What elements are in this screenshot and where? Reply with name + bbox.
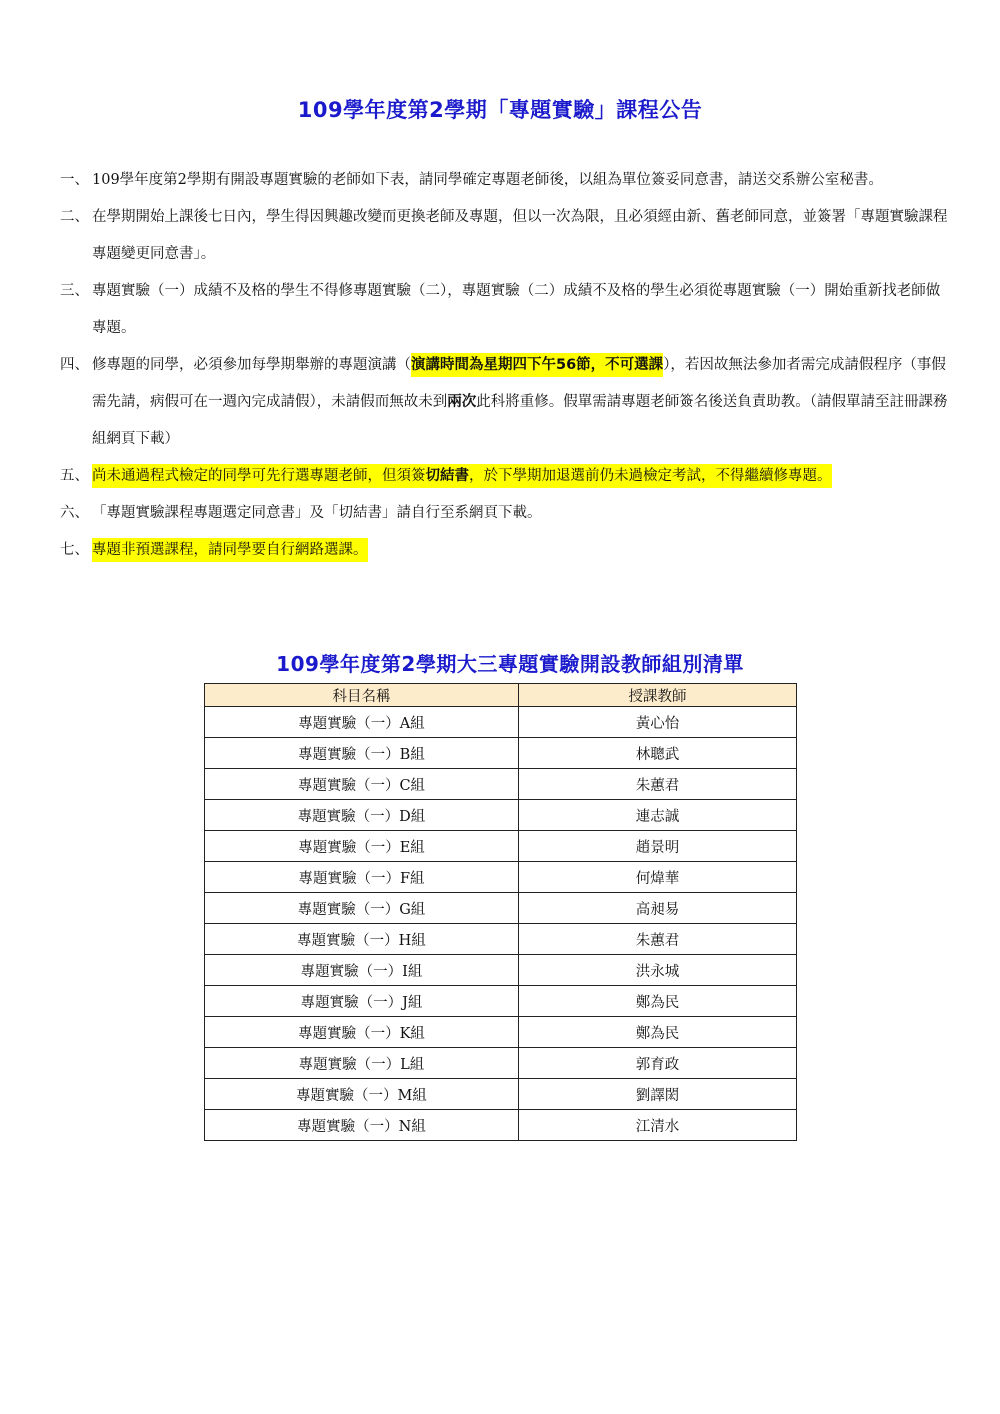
table-row: [205, 1079, 797, 1110]
emphasis-text: 兩次: [447, 394, 477, 410]
item-text: 在學期開始上課後七日內，學生得因興趣改變而更換老師及專題，但以一次為限，且必須經由新、舊老師同意，並簽署「專題實驗課程專題變更同意書」。: [92, 209, 948, 262]
item-number: 一、: [60, 172, 89, 188]
column-header-subject: 科目名稱: [205, 684, 519, 707]
subject-cell: 專題實驗（一）G組: [205, 893, 519, 924]
column-header-teacher: 授課教師: [519, 684, 797, 707]
subject-cell: 專題實驗（一）D組: [205, 800, 519, 831]
item-number: 四、: [60, 357, 89, 373]
teacher-cell: 劉譯閎: [519, 1079, 797, 1110]
teacher-cell: 朱蕙君: [519, 924, 797, 955]
teacher-cell: 林聰武: [519, 738, 797, 769]
subject-cell: 專題實驗（一）N組: [205, 1110, 519, 1141]
subject-cell: 專題實驗（一）F組: [205, 862, 519, 893]
table-row: [205, 924, 797, 955]
item-text: 修專題的同學，必須參加每學期舉辦的專題演講（: [92, 357, 411, 373]
table-row: [205, 1110, 797, 1141]
teacher-cell: 鄭為民: [519, 986, 797, 1017]
subject-cell: 專題實驗（一）E組: [205, 831, 519, 862]
table-row: [205, 955, 797, 986]
teacher-cell: 趙景明: [519, 831, 797, 862]
subject-cell: 專題實驗（一）I組: [205, 955, 519, 986]
teacher-group-table: [204, 683, 797, 1141]
table-row: [205, 769, 797, 800]
item-text: 「專題實驗課程專題選定同意書」及「切結書」請自行至系網頁下載。: [92, 505, 542, 521]
subject-cell: 專題實驗（一）J組: [205, 986, 519, 1017]
highlighted-text: 尚未通過程式檢定的同學可先行選專題老師，但須簽: [92, 464, 426, 488]
announcement-item: [60, 347, 950, 458]
teacher-cell: 高昶易: [519, 893, 797, 924]
subject-cell: 專題實驗（一）C組: [205, 769, 519, 800]
announcement-item: [60, 273, 950, 347]
announcement-item: [60, 495, 950, 532]
table-row: [205, 862, 797, 893]
table-body: [205, 707, 797, 1141]
item-text: 專題實驗（一）成績不及格的學生不得修專題實驗（二），專題實驗（二）成績不及格的學生必須從專題實驗（一）開始重新找老師做專題。: [92, 283, 941, 336]
subject-cell: 專題實驗（一）B組: [205, 738, 519, 769]
highlighted-text: ，於下學期加退選前仍未過檢定考試，不得繼續修專題。: [469, 464, 832, 488]
teacher-cell: 何煒華: [519, 862, 797, 893]
table-title: 109學年度第2學期大三專題實驗開設教師組別清單: [276, 652, 744, 676]
teacher-cell: 郭育政: [519, 1048, 797, 1079]
table-row: [205, 986, 797, 1017]
teacher-cell: 黃心怡: [519, 707, 797, 738]
table-row: [205, 1048, 797, 1079]
announcement-item: [60, 199, 950, 273]
announcement-list: [60, 162, 950, 569]
teacher-cell: 朱蕙君: [519, 769, 797, 800]
teacher-cell: 江清水: [519, 1110, 797, 1141]
table-row: [205, 831, 797, 862]
announcement-item: [60, 458, 950, 495]
item-number: 二、: [60, 209, 89, 225]
subject-cell: 專題實驗（一）L組: [205, 1048, 519, 1079]
announcement-item: [60, 162, 950, 199]
highlighted-text: 專題非預選課程，請同學要自行網路選課。: [92, 538, 368, 562]
subject-cell: 專題實驗（一）A組: [205, 707, 519, 738]
item-number: 三、: [60, 283, 89, 299]
item-text: 109學年度第2學期有開設專題實驗的老師如下表，請同學確定專題老師後，以組為單位簽妥同意書，請送交系辦公室秘書。: [92, 172, 883, 188]
item-number: 五、: [60, 468, 89, 484]
item-number: 六、: [60, 505, 89, 521]
page-title: 109學年度第2學期「專題實驗」課程公告: [297, 98, 703, 122]
item-number: 七、: [60, 542, 89, 558]
teacher-cell: 鄭為民: [519, 1017, 797, 1048]
subject-cell: 專題實驗（一）M組: [205, 1079, 519, 1110]
table-row: [205, 800, 797, 831]
table-row: [205, 893, 797, 924]
table-row: [205, 707, 797, 738]
highlighted-text: 演講時間為星期四下午56節，不可選課: [411, 353, 663, 377]
announcement-item: [60, 532, 950, 569]
item-text: ），若因故無法參加者需完成請假程序（事假需先請，病假可在一週內完成請假），未請假而無故未到: [92, 357, 946, 410]
subject-cell: 專題實驗（一）K組: [205, 1017, 519, 1048]
teacher-cell: 連志誠: [519, 800, 797, 831]
teacher-cell: 洪永城: [519, 955, 797, 986]
item-text: 此科將重修。假單需請專題老師簽名後送負責助教。（請假單請至註冊課務組網頁下載）: [92, 394, 948, 447]
subject-cell: 專題實驗（一）H組: [205, 924, 519, 955]
highlighted-text: 切結書: [426, 464, 470, 488]
table-row: [205, 1017, 797, 1048]
table-row: [205, 738, 797, 769]
table-header-row: [205, 684, 797, 707]
